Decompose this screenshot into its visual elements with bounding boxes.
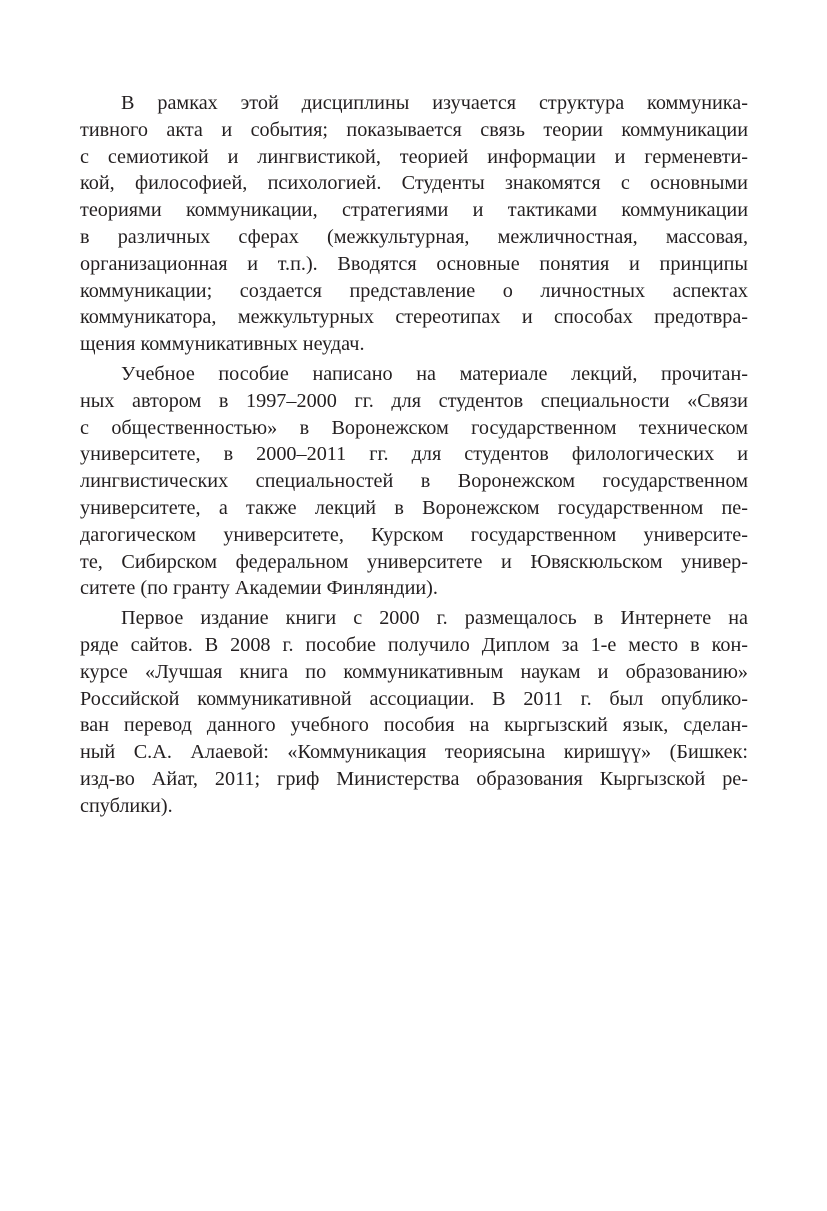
paragraph-3: [80, 605, 748, 819]
text-line: изд-во Айат, 2011; гриф Министерства образования Кыргызской ре-: [80, 767, 748, 790]
text-line: Первое издание книги с 2000 г. размещалось в Интернете на: [121, 607, 748, 630]
text-line: те, Сибирском федеральном университете и Ювяскюльском универ-: [80, 550, 748, 573]
text-line: ситете (по гранту Академии Финляндии).: [80, 577, 438, 600]
text-line: лингвистических специальностей в Воронежском государственном: [80, 470, 748, 493]
paragraph-1: [80, 90, 748, 358]
text-line: щения коммуникативных неудач.: [80, 333, 365, 356]
text-line: Российской коммуникативной ассоциации. В 2011 г. был опублико-: [80, 687, 748, 710]
document-page: [80, 90, 748, 823]
text-line: ных автором в 1997–2000 гг. для студентов специальности «Связи: [80, 389, 748, 412]
text-line: Учебное пособие написано на материале лекций, прочитан-: [121, 362, 748, 385]
text-line: ряде сайтов. В 2008 г. пособие получило Диплом за 1-е место в кон-: [80, 633, 748, 656]
text-line: теориями коммуникации, стратегиями и тактиками коммуникации: [80, 199, 748, 222]
text-line: спублики).: [80, 794, 173, 817]
text-line: университете, в 2000–2011 гг. для студентов филологических и: [80, 443, 748, 466]
text-line: коммуникатора, межкультурных стереотипах и способах предотвра-: [80, 306, 748, 329]
text-line: с общественностью» в Воронежском государственном техническом: [80, 416, 748, 439]
text-line: курсе «Лучшая книга по коммуникативным наукам и образованию»: [80, 660, 748, 683]
text-line: организационная и т.п.). Вводятся основные понятия и принципы: [80, 252, 748, 275]
text-line: в различных сферах (межкультурная, межличностная, массовая,: [80, 225, 748, 248]
text-line: университете, а также лекций в Воронежском государственном пе-: [80, 496, 748, 519]
text-line: коммуникации; создается представление о личностных аспектах: [80, 279, 748, 302]
text-line: ван перевод данного учебного пособия на кыргызский язык, сделан-: [80, 714, 748, 737]
text-line: тивного акта и события; показывается связь теории коммуникации: [80, 118, 748, 141]
text-line: ный С.А. Алаевой: «Коммуникация теориясына киришүү» (Бишкек:: [80, 741, 748, 764]
text-line: с семиотикой и лингвистикой, теорией информации и герменевти-: [80, 145, 748, 168]
text-line: В рамках этой дисциплины изучается структура коммуника-: [121, 92, 748, 114]
text-line: дагогическом университете, Курском государственном университе-: [80, 523, 748, 546]
paragraph-2: [80, 361, 748, 602]
text-line: кой, философией, психологией. Студенты знакомятся с основными: [80, 172, 748, 195]
